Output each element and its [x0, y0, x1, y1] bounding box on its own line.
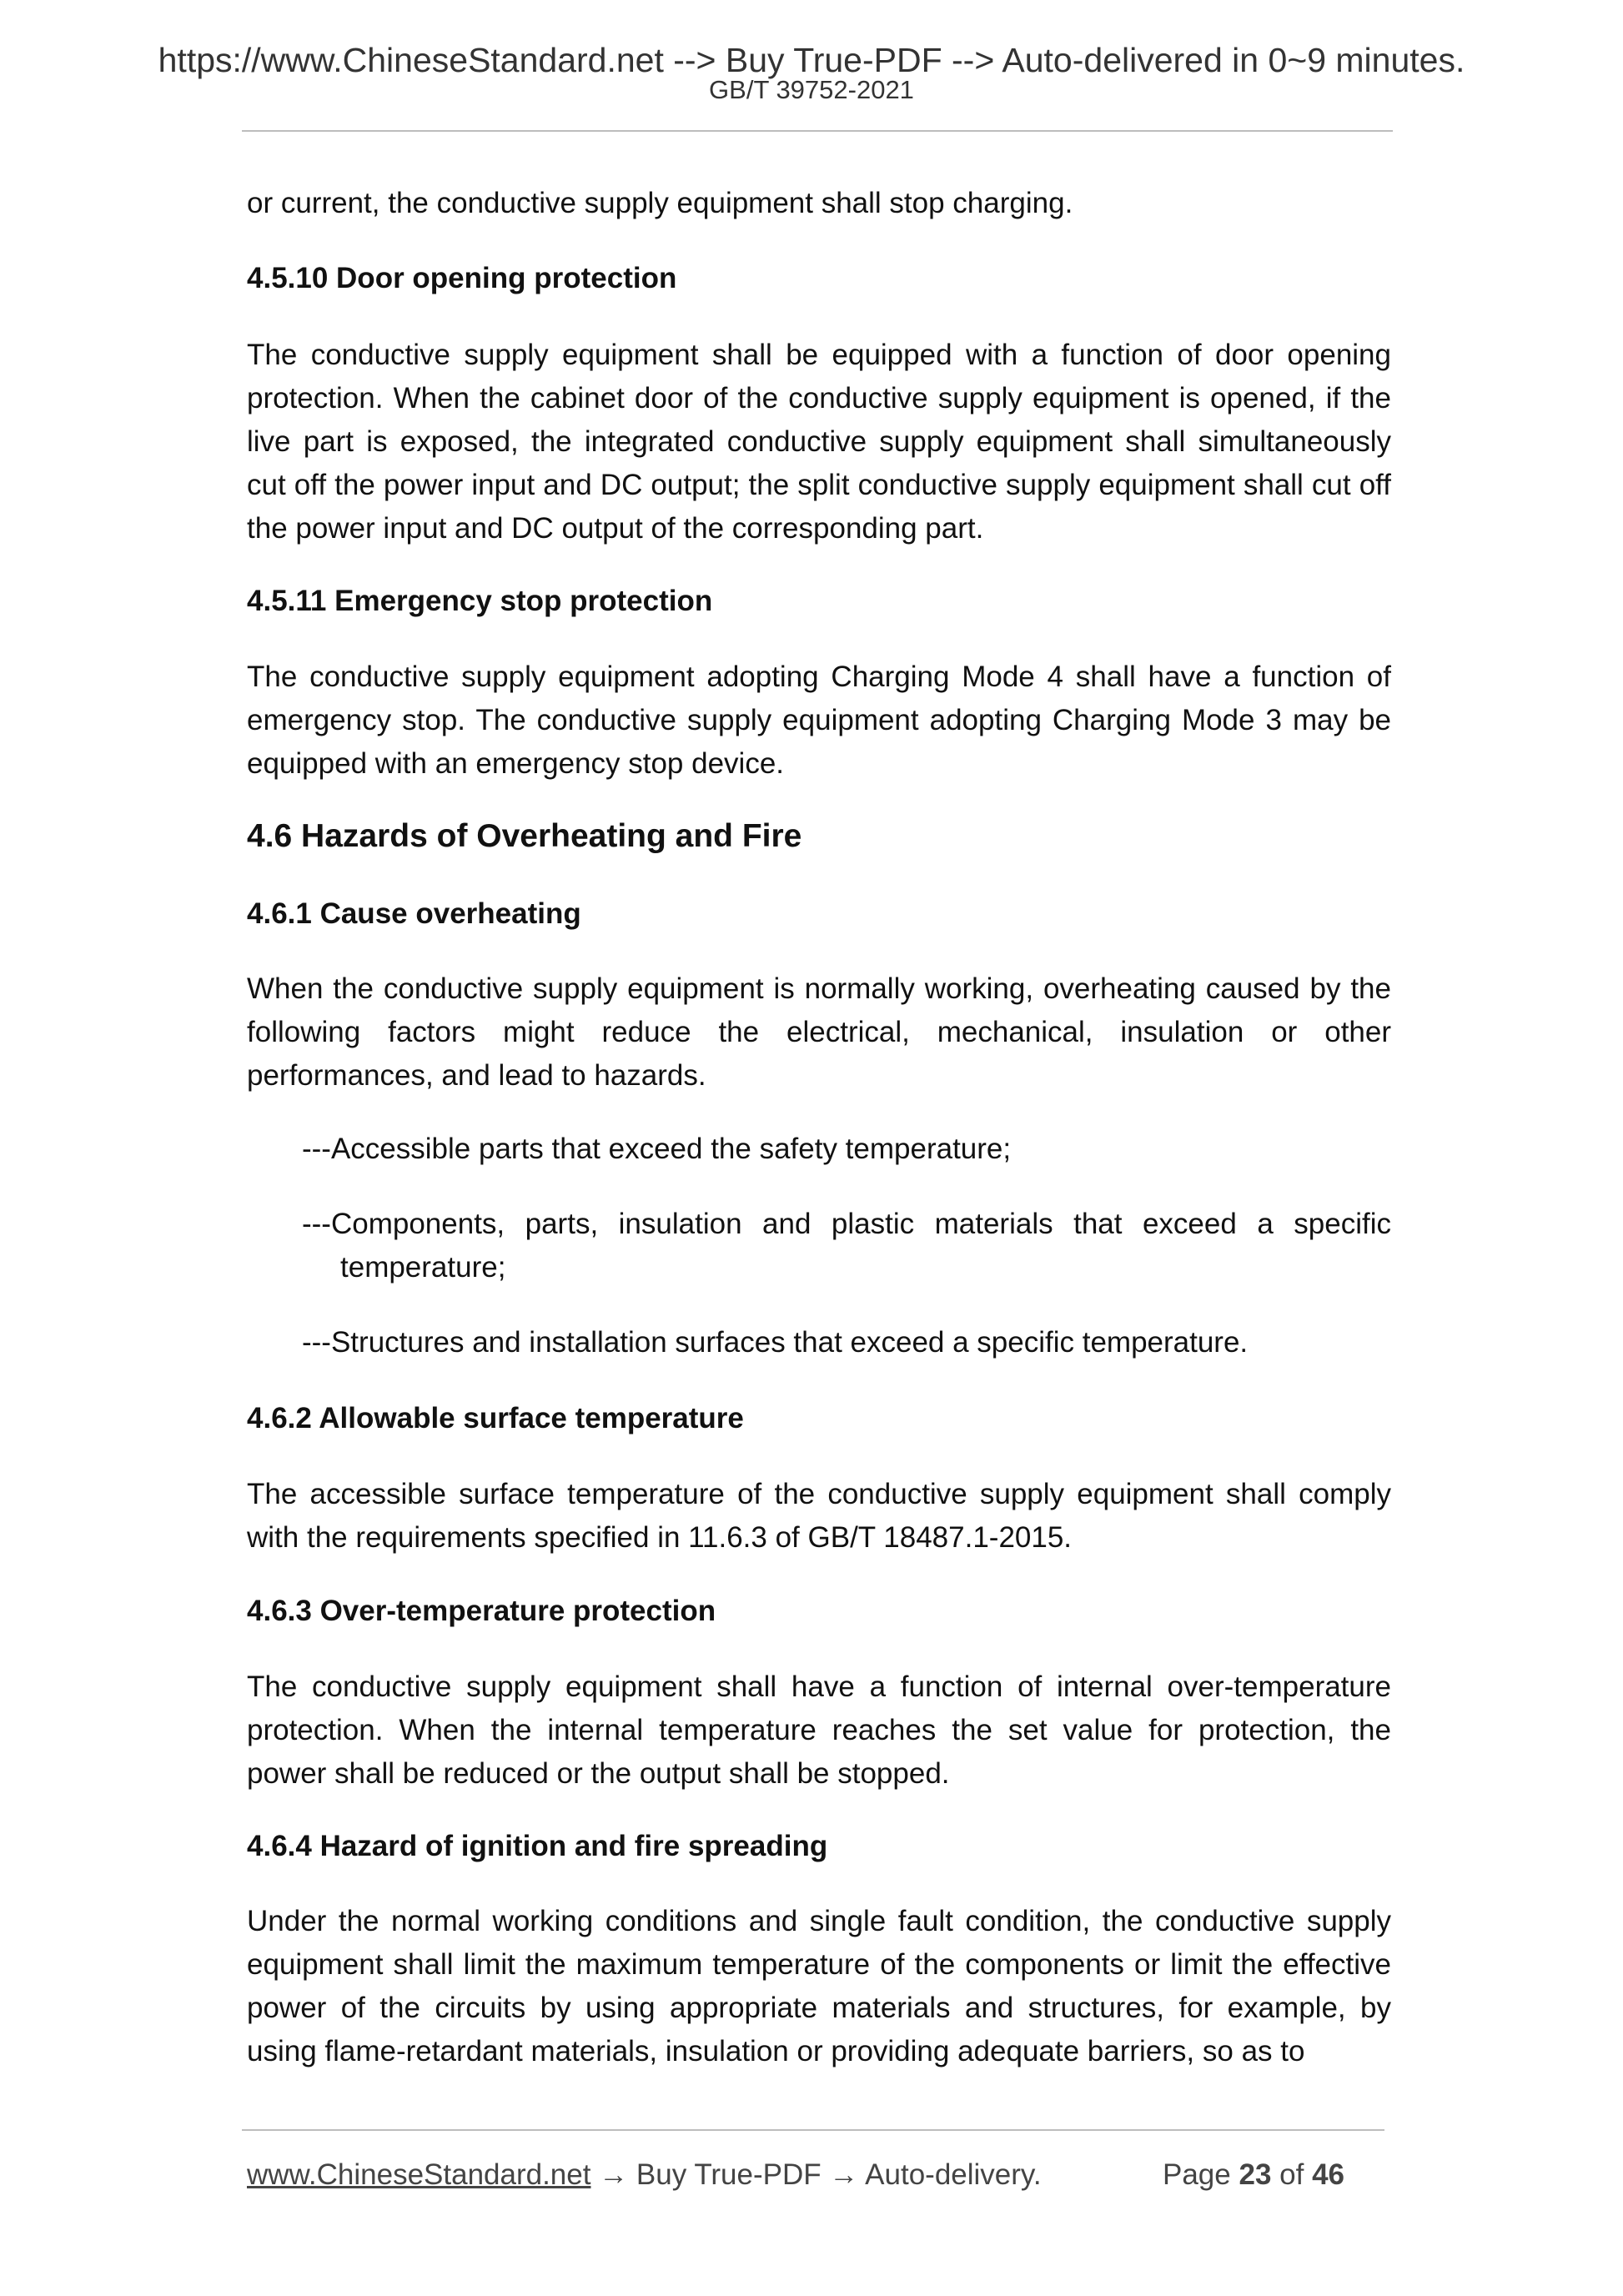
list-item: ---Components, parts, insulation and plastic materials that exceed a specific temperature; — [302, 1208, 1391, 1284]
footer-divider — [242, 2129, 1384, 2131]
list-item: ---Accessible parts that exceed the safety temperature; — [302, 1133, 1012, 1165]
footer-tagline: → Buy True-PDF → Auto-delivery. — [590, 2158, 1042, 2191]
paragraph-4-6-3: The conductive supply equipment shall have a function of internal over-temperature protection. When the internal temperature reaches the set value for protection, the power shall be reduced or the output shall be stopped. — [247, 1671, 1391, 1790]
total-pages-number: 46 — [1312, 2158, 1345, 2191]
heading-4-6-1: 4.6.1 Cause overheating — [247, 897, 581, 930]
header-divider — [242, 130, 1393, 132]
paragraph-4-6-4: Under the normal working conditions and single fault condition, the conductive supply equipment shall limit the maximum temperature of the components or limit the effective power of the circuits by using appropriate materials and structures, for example, by using flame-retardant materials, insulation or providing adequate barriers, so as to — [247, 1905, 1391, 2067]
header-banner-link[interactable]: https://www.ChineseStandard.net --> Buy True-PDF --> Auto-delivered in 0~9 minutes. — [158, 41, 1465, 79]
footer-site-link[interactable]: www.ChineseStandard.net — [247, 2158, 591, 2191]
page-word: Page — [1163, 2158, 1231, 2191]
heading-4-6-3: 4.6.3 Over-temperature protection — [247, 1595, 716, 1627]
heading-4-5-10: 4.5.10 Door opening protection — [247, 262, 677, 294]
footer-promo — [247, 2153, 1042, 2197]
document-code: GB/T 39752-2021 — [709, 75, 914, 104]
heading-4-5-11: 4.5.11 Emergency stop protection — [247, 585, 713, 617]
paragraph-continuation: or current, the conductive supply equipment shall stop charging. — [247, 187, 1073, 219]
list-item: ---Structures and installation surfaces that exceed a specific temperature. — [302, 1326, 1249, 1359]
heading-4-6: 4.6 Hazards of Overheating and Fire — [247, 818, 802, 854]
heading-4-6-4: 4.6.4 Hazard of ignition and fire spreading — [247, 1830, 828, 1862]
paragraph-4-6-1: When the conductive supply equipment is normally working, overheating caused by the following factors might reduce the electrical, mechanical, insulation or other performances, and lead to hazards. — [247, 972, 1391, 1092]
heading-4-6-2: 4.6.2 Allowable surface temperature — [247, 1402, 744, 1434]
of-word: of — [1279, 2158, 1304, 2191]
page-indicator — [1163, 2153, 1344, 2197]
current-page-number: 23 — [1239, 2158, 1272, 2191]
paragraph-4-5-10: The conductive supply equipment shall be equipped with a function of door opening protection. When the cabinet door of the conductive supply equipment is opened, if the live part is exposed, the integrated conductive supply equipment shall simultaneously cut off the power input and DC output; the split conductive supply equipment shall cut off the power input and DC output of the corresponding part. — [247, 339, 1391, 545]
paragraph-4-5-11: The conductive supply equipment adopting Charging Mode 4 shall have a function of emergency stop. The conductive supply equipment adopting Charging Mode 3 may be equipped with an emergency stop device. — [247, 661, 1391, 780]
paragraph-4-6-2: The accessible surface temperature of the conductive supply equipment shall comply with the requirements specified in 11.6.3 of GB/T 18487.1-2015. — [247, 1478, 1391, 1554]
